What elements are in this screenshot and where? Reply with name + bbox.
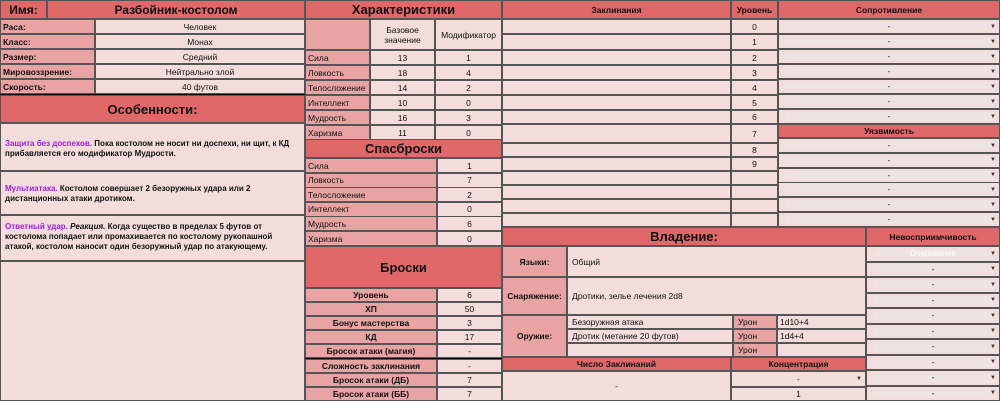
chevron-down-icon: ▼ xyxy=(990,53,996,60)
name-label: Имя: xyxy=(0,0,47,19)
spell-name-cell[interactable] xyxy=(502,185,731,199)
stat-mod: 4 xyxy=(435,65,502,80)
select-dropdown[interactable] xyxy=(778,49,1000,64)
stat-base[interactable]: 14 xyxy=(370,80,435,95)
save-value: 6 xyxy=(437,216,502,231)
save-name: Ловкость xyxy=(305,173,437,188)
roll-name: ХП xyxy=(305,302,437,316)
chevron-down-icon: ▼ xyxy=(990,281,996,288)
weapon-damage[interactable] xyxy=(777,343,866,357)
dropdown-value: - xyxy=(873,296,993,306)
info-value[interactable]: 40 футов xyxy=(95,79,305,94)
spell-name-cell[interactable] xyxy=(502,124,731,143)
dropdown-value: - xyxy=(785,82,993,91)
select-dropdown[interactable] xyxy=(866,355,1000,371)
spells-col-header: Заклинания xyxy=(502,0,731,19)
damage-label: Урон xyxy=(733,315,777,329)
feature-riposte xyxy=(0,215,305,261)
info-value[interactable]: Человек xyxy=(95,19,305,34)
select-dropdown[interactable] xyxy=(778,109,1000,124)
stat-name: Ловкость xyxy=(305,65,370,80)
chevron-down-icon: ▼ xyxy=(990,157,996,164)
select-dropdown[interactable] xyxy=(866,293,1000,309)
spell-level-col-header: Уровень xyxy=(731,0,778,19)
chevron-down-icon: ▼ xyxy=(990,201,996,208)
roll-value[interactable]: 6 xyxy=(437,288,502,302)
feature-text: Костолом совершает 2 безоружных удара или 2 дистанционных атаки дротиком. xyxy=(5,184,251,203)
select-dropdown[interactable] xyxy=(866,339,1000,355)
spell-level: 7 xyxy=(731,124,778,143)
select-dropdown[interactable] xyxy=(778,19,1000,34)
chevron-down-icon: ▼ xyxy=(990,23,996,30)
stats-title: Характеристики xyxy=(305,0,502,19)
dropdown-value: - xyxy=(785,97,993,106)
chevron-down-icon: ▼ xyxy=(990,83,996,90)
concentration-title: Концентрация xyxy=(731,357,866,371)
stat-base[interactable]: 13 xyxy=(370,50,435,65)
save-value: 0 xyxy=(437,231,502,246)
roll-value[interactable]: 7 xyxy=(437,373,502,387)
stat-name: Телосложение xyxy=(305,80,370,95)
chevron-down-icon: ▼ xyxy=(990,343,996,350)
concentration-number: 1 xyxy=(731,387,866,401)
dropdown-value: - xyxy=(785,215,993,224)
chevron-down-icon: ▼ xyxy=(990,38,996,45)
weapon-name[interactable]: Безоружная атака xyxy=(567,315,733,329)
select-dropdown[interactable] xyxy=(778,138,1000,153)
chevron-down-icon: ▼ xyxy=(990,113,996,120)
dropdown-value: - xyxy=(873,342,993,352)
concentration-dropdown[interactable] xyxy=(731,371,866,387)
info-value[interactable]: Средний xyxy=(95,49,305,64)
chevron-down-icon: ▼ xyxy=(990,186,996,193)
spell-level: 2 xyxy=(731,50,778,65)
stat-mod: 2 xyxy=(435,80,502,95)
save-value: 1 xyxy=(437,158,502,173)
dropdown-value: - xyxy=(873,358,993,368)
spell-name-cell[interactable] xyxy=(502,110,731,124)
languages-label: Языки: xyxy=(502,246,567,277)
spell-level: 3 xyxy=(731,65,778,80)
resistance-title: Сопротивление xyxy=(778,0,1000,19)
save-value: 2 xyxy=(437,187,502,202)
saves-title: Спасброски xyxy=(305,139,502,158)
stat-name: Сила xyxy=(305,50,370,65)
spell-name-cell[interactable] xyxy=(502,171,731,185)
spell-level: 1 xyxy=(731,34,778,50)
spell-level-empty xyxy=(731,199,778,213)
roll-value[interactable]: 3 xyxy=(437,316,502,330)
proficiency-title: Владение: xyxy=(502,227,866,246)
feature-name: Защита без доспехов. xyxy=(5,139,93,148)
roll-value[interactable]: 7 xyxy=(437,387,502,401)
save-name: Телосложение xyxy=(305,187,437,202)
dropdown-value: - xyxy=(785,171,993,180)
dropdown-value: - xyxy=(873,389,993,399)
chevron-down-icon: ▼ xyxy=(990,297,996,304)
chevron-down-icon: ▼ xyxy=(990,312,996,319)
stat-base[interactable]: 10 xyxy=(370,95,435,110)
save-name: Интеллект xyxy=(305,202,437,217)
spell-level: 0 xyxy=(731,19,778,34)
roll-name: Бросок атаки (ДБ) xyxy=(305,373,437,387)
stat-mod: 0 xyxy=(435,125,502,140)
dropdown-value: - xyxy=(785,67,993,76)
select-dropdown[interactable] xyxy=(866,308,1000,324)
dropdown-value: - xyxy=(873,373,993,383)
feature-text: Пока костолом не носит ни доспехи, ни щит, к КД прибавляется его модификатор Мудрости. xyxy=(5,139,290,158)
spell-name-cell[interactable] xyxy=(502,34,731,50)
stat-name: Мудрость xyxy=(305,110,370,125)
stat-mod: 3 xyxy=(435,110,502,125)
select-dropdown[interactable] xyxy=(866,386,1000,401)
select-dropdown[interactable] xyxy=(866,370,1000,386)
stat-mod: 1 xyxy=(435,50,502,65)
feature-name: Ответный удар. xyxy=(5,222,68,231)
info-value[interactable]: Нейтрально злой xyxy=(95,64,305,79)
weapon-name[interactable]: Дротик (метание 20 футов) xyxy=(567,329,733,343)
chevron-down-icon: ▼ xyxy=(990,374,996,381)
info-label: Мировоззрение: xyxy=(0,64,95,79)
stat-name: Интеллект xyxy=(305,95,370,110)
rolls-title: Броски xyxy=(305,246,502,288)
roll-value[interactable]: 17 xyxy=(437,330,502,344)
dropdown-value: - xyxy=(785,37,993,46)
spell-level: 9 xyxy=(731,157,778,171)
dropdown-value: - xyxy=(797,374,800,384)
info-label: Размер: xyxy=(0,49,95,64)
select-dropdown[interactable] xyxy=(778,168,1000,183)
chevron-down-icon: ▼ xyxy=(990,328,996,335)
dropdown-value: - xyxy=(873,327,993,337)
roll-value[interactable]: 50 xyxy=(437,302,502,316)
feature-reaction: Реакция. xyxy=(67,222,106,231)
stats-col-base: Базовое значение xyxy=(370,19,435,50)
spell-level: 5 xyxy=(731,95,778,110)
spell-name-cell[interactable] xyxy=(502,143,731,157)
select-dropdown[interactable] xyxy=(778,94,1000,109)
stat-name: Харизма xyxy=(305,125,370,140)
feature-unarmored-defense xyxy=(0,123,305,171)
chevron-down-icon: ▼ xyxy=(990,359,996,366)
dropdown-value: - xyxy=(785,185,993,194)
select-dropdown[interactable] xyxy=(778,79,1000,94)
dropdown-value: - xyxy=(785,22,993,31)
dropdown-value: - xyxy=(873,311,993,321)
dropdown-value: Очарование xyxy=(873,249,993,259)
spell-name-cell[interactable] xyxy=(502,65,731,80)
chevron-down-icon: ▼ xyxy=(990,172,996,179)
features-title: Особенности: xyxy=(0,95,305,123)
spell-name-cell[interactable] xyxy=(502,157,731,171)
dropdown-value: - xyxy=(873,265,993,275)
spell-count-title: Число Заклинаний xyxy=(502,357,731,371)
save-value: 7 xyxy=(437,173,502,188)
chevron-down-icon: ▼ xyxy=(990,142,996,149)
select-dropdown[interactable] xyxy=(778,212,1000,227)
select-dropdown[interactable] xyxy=(778,64,1000,79)
dropdown-value: - xyxy=(785,200,993,209)
roll-name: Бросок атаки (ББ) xyxy=(305,387,437,401)
roll-value[interactable]: - xyxy=(437,344,502,358)
stat-base[interactable]: 11 xyxy=(370,125,435,140)
roll-name: Бонус мастерства xyxy=(305,316,437,330)
spell-level-empty xyxy=(731,185,778,199)
save-name: Сила xyxy=(305,158,437,173)
chevron-down-icon: ▼ xyxy=(990,68,996,75)
select-dropdown[interactable] xyxy=(866,246,1000,262)
select-dropdown[interactable] xyxy=(866,324,1000,340)
select-dropdown[interactable] xyxy=(778,197,1000,212)
roll-name: Уровень xyxy=(305,288,437,302)
spell-name-cell[interactable] xyxy=(502,80,731,95)
spell-level-empty xyxy=(731,213,778,227)
select-dropdown[interactable] xyxy=(778,153,1000,168)
dropdown-value: - xyxy=(785,52,993,61)
chevron-down-icon: ▼ xyxy=(990,266,996,273)
info-label: Класс: xyxy=(0,34,95,49)
spell-level: 6 xyxy=(731,110,778,124)
damage-label: Урон xyxy=(733,343,777,357)
chevron-down-icon: ▼ xyxy=(856,376,862,382)
immunity-title: Невосприимчивость xyxy=(866,227,1000,246)
select-dropdown[interactable] xyxy=(778,182,1000,197)
spell-name-cell[interactable] xyxy=(502,50,731,65)
stat-base[interactable]: 16 xyxy=(370,110,435,125)
info-label: Раса: xyxy=(0,19,95,34)
chevron-down-icon: ▼ xyxy=(990,98,996,105)
chevron-down-icon: ▼ xyxy=(990,250,996,257)
save-name: Мудрость xyxy=(305,216,437,231)
weapon-name[interactable] xyxy=(567,343,733,357)
feature-name: Мультиатака. xyxy=(5,184,58,193)
roll-value[interactable]: - xyxy=(437,359,502,373)
equipment-value[interactable]: Дротики, зелье лечения 2d8 xyxy=(567,277,866,315)
chevron-down-icon: ▼ xyxy=(990,390,996,397)
spell-count-value[interactable]: - xyxy=(502,371,731,401)
spell-level-empty xyxy=(731,171,778,185)
save-name: Харизма xyxy=(305,231,437,246)
spell-level: 4 xyxy=(731,80,778,95)
character-name[interactable]: Разбойник-костолом xyxy=(47,0,305,19)
info-label: Скорость: xyxy=(0,79,95,94)
spell-name-cell[interactable] xyxy=(502,19,731,34)
spell-level: 8 xyxy=(731,143,778,157)
weapons-label: Оружие: xyxy=(502,315,567,357)
roll-name: Бросок атаки (магия) xyxy=(305,344,437,358)
save-value: 0 xyxy=(437,202,502,217)
dropdown-value: - xyxy=(785,141,993,150)
damage-label: Урон xyxy=(733,329,777,343)
roll-name: Сложность заклинания xyxy=(305,359,437,373)
stats-header-blank xyxy=(305,19,370,50)
weapon-damage[interactable]: 1d10+4 xyxy=(777,315,866,329)
spell-name-cell[interactable] xyxy=(502,213,731,227)
spell-name-cell[interactable] xyxy=(502,199,731,213)
stat-base[interactable]: 18 xyxy=(370,65,435,80)
dropdown-value: - xyxy=(785,112,993,121)
select-dropdown[interactable] xyxy=(866,262,1000,278)
stat-mod: 0 xyxy=(435,95,502,110)
stats-col-mod: Модификатор xyxy=(435,19,502,50)
spell-name-cell[interactable] xyxy=(502,95,731,110)
features-empty-area[interactable] xyxy=(0,261,305,401)
equipment-label: Снаряжение: xyxy=(502,277,567,315)
feature-text: Когда существо в пределах 5 футов от костолома попадает или промахивается по костолому рукопашной атакой, костолом наносит один безоружный удар по атакующему. xyxy=(5,222,273,251)
weapon-damage[interactable]: 1d4+4 xyxy=(777,329,866,343)
select-dropdown[interactable] xyxy=(778,34,1000,49)
select-dropdown[interactable] xyxy=(866,277,1000,293)
dropdown-value: - xyxy=(785,156,993,165)
info-value[interactable]: Монах xyxy=(95,34,305,49)
dropdown-value: - xyxy=(873,280,993,290)
feature-multiattack xyxy=(0,171,305,215)
roll-name: КД xyxy=(305,330,437,344)
languages-value[interactable]: Общий xyxy=(567,246,866,277)
chevron-down-icon: ▼ xyxy=(990,216,996,223)
vulnerability-title: Уязвимость xyxy=(778,124,1000,138)
